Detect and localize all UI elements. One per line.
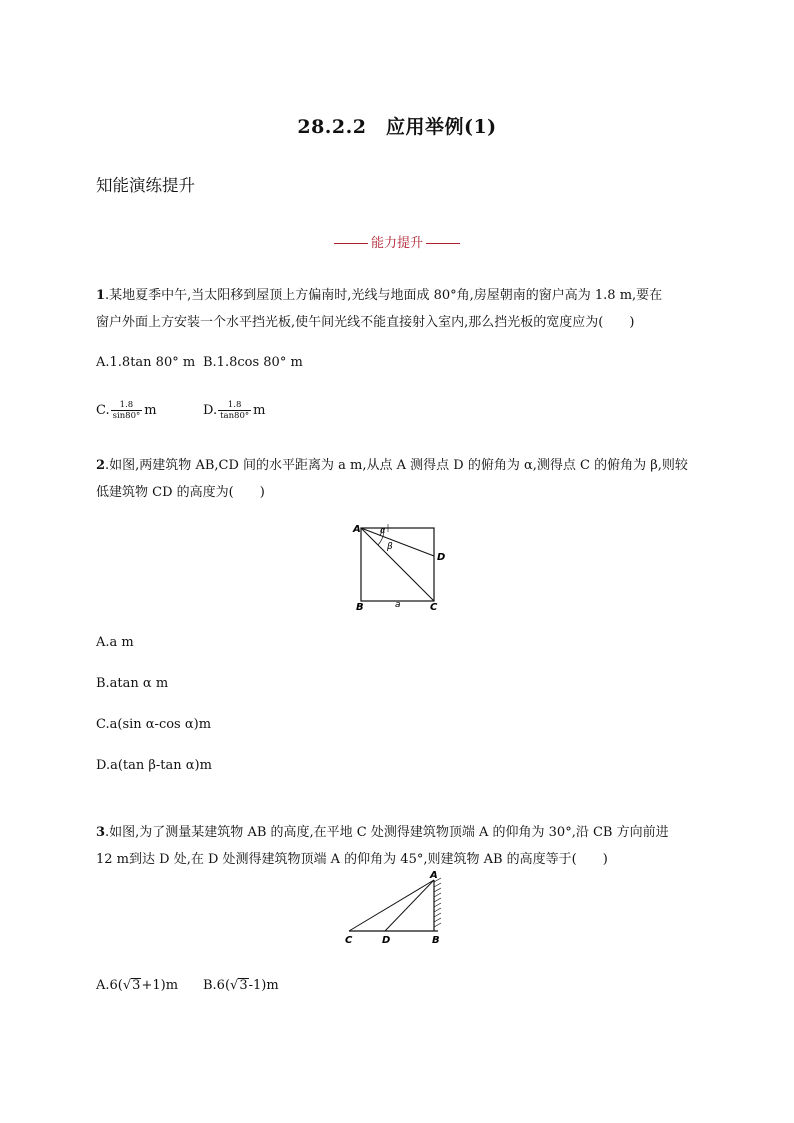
q3-option-a-prefix: A.6( (96, 978, 123, 993)
q1-option-d-den: tan80° (220, 411, 250, 421)
q1-option-c-fraction (111, 400, 143, 421)
q2-label-c: C (430, 602, 438, 613)
subsection-heading (0, 232, 794, 251)
q1-option-c-num: 1.8 (111, 400, 143, 411)
q1-text-1: .某地夏季中午,当太阳移到屋顶上方偏南时,光线与地面成 80°角,房屋朝南的窗户高为 1.8 m,要在 (105, 288, 663, 303)
q3-option-b-prefix: B.6( (203, 978, 231, 993)
q1-option-c-den: sin80° (112, 411, 141, 421)
q2-option-c: C.a(sin α-cos α)m (96, 717, 212, 732)
q1-option-c-unit: m (144, 403, 157, 418)
q2-label-d: D (437, 552, 446, 563)
q3-stem-line1 (96, 819, 669, 846)
q3-option-b-suffix: -1)m (248, 978, 279, 993)
q3-option-a (96, 978, 178, 993)
q3-stem-line2: 12 m到达 D 处,在 D 处测得建筑物顶端 A 的仰角为 45°,则建筑物 AB 的高度等于( ) (96, 852, 608, 867)
q1-option-c-prefix: C. (96, 403, 110, 418)
q2-line-ac (361, 528, 434, 601)
q2-label-a: A (353, 524, 361, 535)
q3-figure (340, 868, 452, 948)
q3-option-b-radicand: 3 (239, 978, 248, 993)
q3-option-a-radicand: 3 (132, 978, 141, 993)
q3-label-a: A (430, 870, 438, 881)
q3-line-ca (349, 880, 434, 931)
q3-option-b-radical: √ (230, 978, 239, 993)
q3-option-a-suffix: +1)m (141, 978, 179, 993)
q1-number: 1 (96, 288, 106, 303)
q2-number: 2 (96, 458, 106, 473)
q2-label-alpha: α (380, 526, 386, 535)
page-title: 28.2.2 应用举例(1) (297, 116, 497, 138)
q1-option-d-unit: m (253, 403, 266, 418)
q2-label-a-distance: a (395, 600, 401, 610)
q3-option-a-radical: √ (122, 978, 132, 993)
q3-label-c: C (345, 935, 353, 946)
q2-figure (340, 518, 450, 614)
q1-option-d-prefix: D. (203, 403, 218, 418)
section-heading: 知能演练提升 (96, 176, 195, 195)
q2-text-1: .如图,两建筑物 AB,CD 间的水平距离为 a m,从点 A 测得点 D 的俯角为 α,测得点 C 的俯角为 β,则较 (105, 458, 688, 473)
q1-option-d (203, 400, 265, 421)
q2-option-b: B.atan α m (96, 676, 169, 691)
q2-label-beta: β (387, 542, 393, 552)
q3-text-1: .如图,为了测量某建筑物 AB 的高度,在平地 C 处测得建筑物顶端 A 的仰角为 30°,沿 CB 方向前进 (105, 825, 669, 840)
q2-stem-line1 (96, 452, 688, 479)
q2-option-d: D.a(tan β-tan α)m (96, 758, 212, 773)
q3-option-b (203, 978, 279, 993)
q1-option-d-num: 1.8 (218, 400, 251, 411)
q1-stem-line2: 窗户外面上方安装一个水平挡光板,使午间光线不能直接射入室内,那么挡光板的宽度应为( ) (96, 315, 635, 330)
q1-stem-line1 (96, 282, 662, 309)
subsection-label: 能力提升 (370, 236, 423, 251)
q3-label-b: B (432, 935, 440, 946)
q2-stem-line2: 低建筑物 CD 的高度为( ) (96, 485, 265, 500)
q1-option-b: B.1.8cos 80° m (203, 355, 303, 370)
q1-option-d-fraction (218, 400, 251, 421)
q1-option-c (96, 400, 157, 421)
q2-line-ad (361, 528, 434, 556)
q3-label-d: D (382, 935, 391, 946)
q3-number: 3 (96, 825, 106, 840)
subsection-rule-right (426, 243, 460, 244)
q1-option-a: A.1.8tan 80° m (96, 355, 196, 370)
q2-label-b: B (356, 602, 364, 613)
q2-option-a: A.a m (96, 635, 134, 650)
subsection-rule-left (334, 243, 368, 244)
